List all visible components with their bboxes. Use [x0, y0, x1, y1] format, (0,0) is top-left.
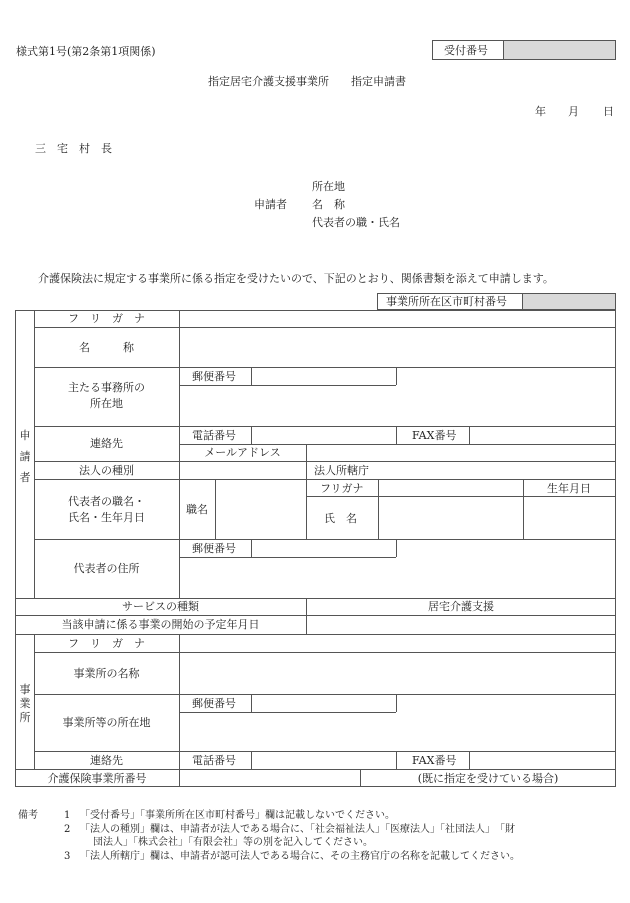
office-address-field[interactable]	[180, 713, 616, 751]
addressee: 三 宅 村 長	[35, 142, 112, 155]
rep-address-label: 代表者の住所	[73, 562, 140, 575]
applicant-fax-field[interactable]	[470, 427, 616, 444]
office-furigana-field[interactable]	[180, 635, 616, 652]
applicant-name-label-cell: 名 称	[79, 341, 134, 354]
applicant-name-label: 名 称	[312, 198, 345, 211]
rep-furigana-field[interactable]	[379, 480, 523, 496]
applicant-section-label: 申請者	[19, 429, 31, 484]
municipality-number-field[interactable]	[522, 294, 615, 309]
municipality-number-label: 事業所所在区市町村番号	[386, 295, 507, 308]
rep-postal-field[interactable]	[252, 540, 396, 557]
office-fax-field[interactable]	[470, 752, 616, 769]
notes-label: 備考	[18, 810, 38, 821]
job-title-label: 職名	[186, 503, 208, 516]
main-office-label-1: 主たる事務所の	[68, 381, 145, 394]
start-date-label: 当該申請に係る事業の開始の予定年月日	[61, 618, 260, 631]
note-2-line-2: 団法人」「株式会社」「有限会社」等の別を記入してください。	[93, 837, 373, 848]
office-section-label: 事業所	[19, 683, 31, 724]
rep-postal-label: 郵便番号	[192, 542, 236, 555]
applicant-email-field[interactable]	[307, 445, 616, 461]
applicant-address-label: 所在地	[312, 180, 345, 193]
main-office-postal-label: 郵便番号	[192, 370, 236, 383]
note-3: 「法人所轄庁」欄は、申請者が認可法人である場合に、その主務官庁の名称を記載してください。	[80, 851, 520, 862]
date-day-label: 日	[603, 105, 614, 118]
applicant-phone-label: 電話番号	[192, 429, 236, 442]
note-3-number: 3	[64, 851, 71, 862]
applicant-fax-label: FAX番号	[412, 429, 457, 442]
office-phone-field[interactable]	[252, 752, 396, 769]
birthdate-label: 生年月日	[547, 482, 591, 495]
corp-authority-field[interactable]	[379, 462, 616, 479]
applicant-email-label: メールアドレス	[204, 446, 281, 459]
applicant-representative-label: 代表者の職・氏名	[312, 216, 400, 229]
office-postal-label: 郵便番号	[192, 697, 236, 710]
service-type-label: サービスの種類	[122, 600, 199, 613]
office-postal-field[interactable]	[252, 695, 396, 712]
birthdate-field[interactable]	[524, 497, 616, 539]
office-name-label: 事業所の名称	[73, 667, 140, 680]
applicant-furigana-field[interactable]	[180, 311, 616, 327]
applicant-name-field[interactable]	[180, 328, 616, 367]
office-phone-label: 電話番号	[192, 754, 236, 767]
main-office-address-field[interactable]	[180, 386, 616, 426]
insurance-number-label: 介護保険事業所番号	[47, 772, 147, 785]
rep-address-field[interactable]	[180, 558, 616, 598]
insurance-number-field[interactable]	[180, 770, 360, 787]
note-1-number: 1	[64, 810, 71, 821]
date-year-label: 年	[535, 105, 546, 118]
note-2-line-1: 「法人の種別」欄は、申請者が法人である場合に、「社会福祉法人」「医療法人」「社団法人」 「財	[80, 824, 515, 835]
note-2-number: 2	[64, 824, 71, 835]
corp-authority-label: 法人所轄庁	[314, 464, 369, 477]
receipt-number-label: 受付番号	[444, 44, 488, 57]
main-office-postal-field[interactable]	[252, 368, 396, 385]
office-address-label: 事業所等の所在地	[62, 716, 151, 729]
main-office-label-2: 所在地	[90, 397, 123, 410]
application-statement: 介護保険法に規定する事業所に係る指定を受けたいので、下記のとおり、関係書類を添えて申請します。	[38, 272, 554, 285]
applicant-block-label: 申請者	[254, 198, 287, 211]
rep-name-label: 氏 名	[324, 512, 357, 525]
page-title: 指定居宅介護支援事業所 指定申請書	[208, 75, 406, 88]
note-1: 「受付番号」「事業所所在区市町村番号」欄は記載しないでください。	[80, 810, 395, 821]
corp-type-field[interactable]	[180, 462, 306, 479]
representative-label-2: 氏名・生年月日	[68, 511, 145, 524]
office-contact-label: 連絡先	[90, 754, 123, 767]
insurance-number-note: (既に指定を受けている場合)	[417, 772, 559, 785]
form-number: 様式第1号(第2条第1項関係)	[16, 45, 156, 58]
rep-furigana-label: フリガナ	[320, 482, 364, 495]
rep-name-field[interactable]	[379, 497, 523, 539]
receipt-number-field[interactable]	[503, 41, 615, 59]
applicant-phone-field[interactable]	[252, 427, 396, 444]
office-name-field[interactable]	[180, 653, 616, 694]
applicant-furigana-label: フ リ ガ ナ	[68, 312, 145, 325]
service-type-value: 居宅介護支援	[428, 600, 494, 613]
start-date-field[interactable]	[307, 616, 616, 634]
corp-type-label: 法人の種別	[79, 464, 134, 477]
representative-label-1: 代表者の職名・	[68, 495, 145, 508]
job-title-field[interactable]	[216, 480, 306, 539]
office-furigana-label: フ リ ガ ナ	[68, 637, 145, 650]
office-fax-label: FAX番号	[412, 754, 457, 767]
date-month-label: 月	[568, 105, 579, 118]
applicant-contact-label: 連絡先	[90, 437, 123, 450]
